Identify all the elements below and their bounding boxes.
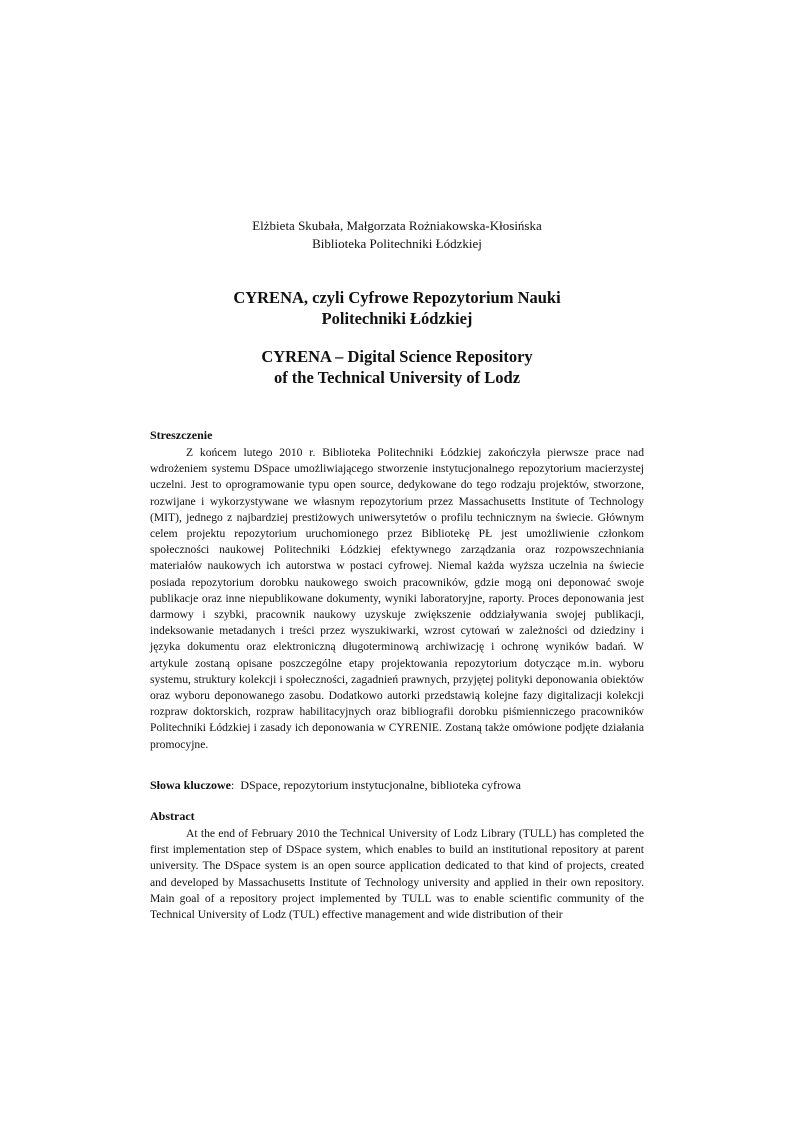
title-polish	[150, 287, 644, 329]
keywords-label: Słowa kluczowe	[150, 778, 231, 792]
streszczenie-text: Z końcem lutego 2010 r. Biblioteka Politechniki Łódzkiej zakończyła pierwsze prace nad wdrożeniem systemu DSpace umożliwiającego stworzenie instytucjonalnego repozytorium macierzystej uczelni. Jest to oprogramowanie typu open source, dedykowane do tego rodzaju projektów, stworzone, rozwijane i wykorzystywane we własnym repozytorium przez Massachusetts Institute of Technology (MIT), jednego z najbardziej prestiżowych uniwersytetów o profilu technicznym na świecie. Głównym celem projektu repozytorium uruchomionego przez Bibliotekę PŁ jest umożliwienie członkom społeczności naukowej Politechniki Łódzkiej efektywnego zarządzania oraz rozpowszechniania materiałów naukowych ich autorstwa w postaci cyfrowej. Niemal każda wyższa uczelnia na świecie posiada repozytorium dorobku naukowego swoich pracowników, gdzie mogą oni deponować swoje publikacje oraz inne niepublikowane dokumenty, wyniki laboratoryjne, raporty. Proces deponowania jest darmowy i szybki, pracownik naukowy uzyskuje zwiększenie oddziaływania swojej publikacji, indeksowanie metadanych i treści przez wyszukiwarki, wzrost cytowań w zależności od dziedziny i języka dokumentu oraz elektroniczną długoterminową archiwizację i ochronę wyników badań. W artykule zostaną opisane poszczególne etapy projektowania repozytorium dotyczące m.in. wyboru systemu, struktury kolekcji i społeczności, zagadnień prawnych, przyjętej polityki deponowania obiektów oraz wyboru deponowanego zasobu. Dodatkowo autorki przedstawią kolejne fazy digitalizacji kolekcji rozpraw doktorskich, rozpraw habilitacyjnych oraz bibliografii dorobku piśmienniczego pracowników Politechniki Łódzkiej i zasady ich deponowania w CYRENIE. Zostaną także omówione podjęte działania promocyjne.	[150, 446, 644, 751]
title-english	[150, 346, 644, 388]
abstract-body	[150, 826, 644, 923]
title-english-line-2: of the Technical University of Lodz	[273, 368, 521, 387]
keywords-value: DSpace, repozytorium instytucjonalne, biblioteka cyfrowa	[240, 778, 521, 792]
author-affiliation: Biblioteka Politechniki Łódzkiej	[312, 236, 482, 251]
title-polish-line-1: CYRENA, czyli Cyfrowe Repozytorium Nauki	[233, 288, 561, 307]
streszczenie-heading: Streszczenie	[150, 428, 213, 442]
streszczenie-body	[150, 445, 644, 753]
title-english-line-1: CYRENA – Digital Science Repository	[261, 347, 533, 366]
author-block	[150, 217, 644, 253]
title-polish-line-2: Politechniki Łódzkiej	[321, 309, 473, 328]
abstract-heading: Abstract	[150, 809, 195, 823]
keywords-line: Słowa kluczowe: DSpace, repozytorium instytucjonalne, biblioteka cyfrowa	[150, 778, 521, 792]
abstract-text: At the end of February 2010 the Technical University of Lodz Library (TULL) has completed the first implementation step of DSpace system, which enables to build an institutional repository at parent university. The DSpace system is an open source application dedicated to that kind of projects, created and developed by Massachusetts Institute of Technology university and applied in their own repository. Main goal of a repository project implemented by TULL was to enable scientific community of the Technical University of Lodz (TUL) effective management and wide distribution of their	[150, 827, 644, 922]
author-names: Elżbieta Skubała, Małgorzata Rożniakowska-Kłosińska	[252, 218, 542, 233]
